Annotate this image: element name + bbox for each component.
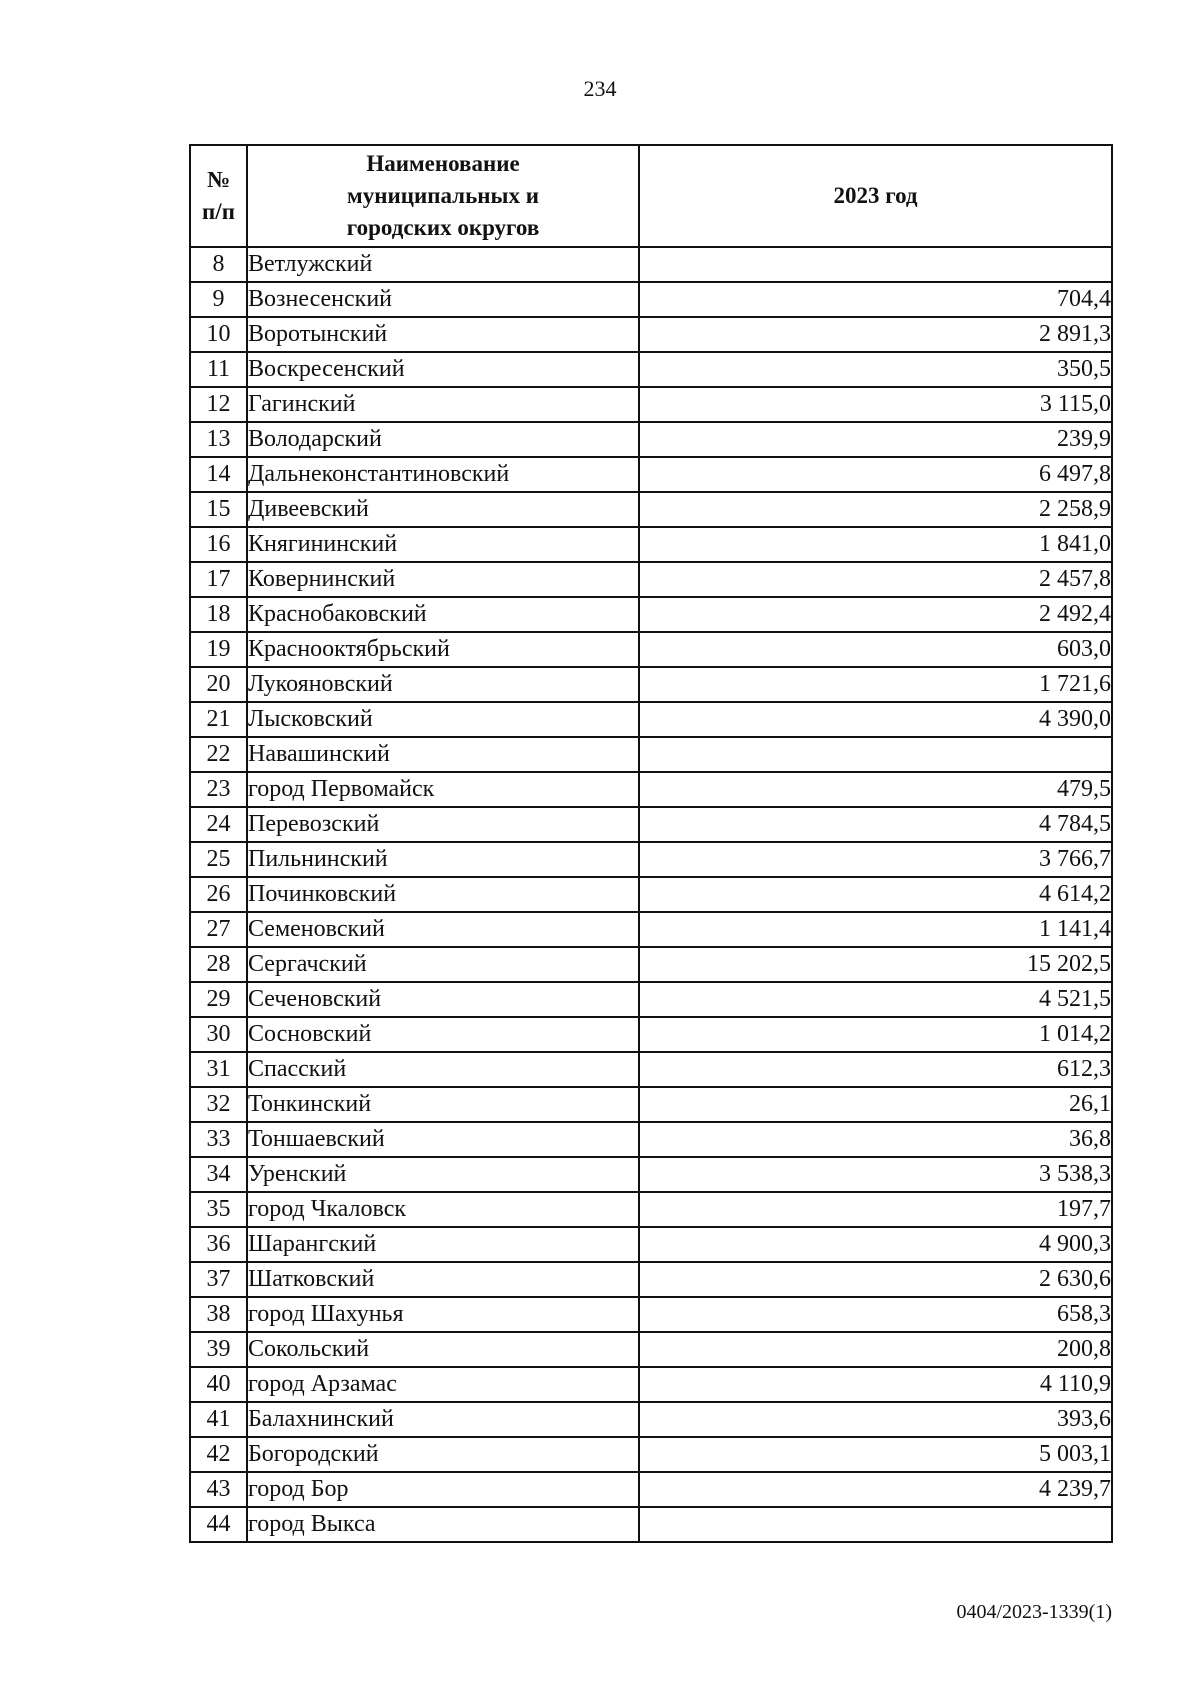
row-number-cell: 39 bbox=[190, 1332, 247, 1367]
municipality-name-cell: Краснооктябрьский bbox=[247, 632, 639, 667]
table-row bbox=[190, 492, 1112, 527]
row-number-cell: 10 bbox=[190, 317, 247, 352]
municipality-name-cell: Княгининский bbox=[247, 527, 639, 562]
amount-cell: 658,3 bbox=[639, 1297, 1112, 1332]
table-row bbox=[190, 1332, 1112, 1367]
row-number-cell: 38 bbox=[190, 1297, 247, 1332]
municipality-name-cell: Лукояновский bbox=[247, 667, 639, 702]
row-number-cell: 33 bbox=[190, 1122, 247, 1157]
row-number-cell: 37 bbox=[190, 1262, 247, 1297]
row-number-cell: 12 bbox=[190, 387, 247, 422]
amount-cell: 197,7 bbox=[639, 1192, 1112, 1227]
amount-cell: 4 110,9 bbox=[639, 1367, 1112, 1402]
municipality-name-cell: Дивеевский bbox=[247, 492, 639, 527]
municipal-budget-table bbox=[189, 144, 1113, 1543]
table-row bbox=[190, 1472, 1112, 1507]
table-row bbox=[190, 1262, 1112, 1297]
municipality-name-cell: город Бор bbox=[247, 1472, 639, 1507]
municipality-name-cell: Тонкинский bbox=[247, 1087, 639, 1122]
municipality-name-cell: город Арзамас bbox=[247, 1367, 639, 1402]
table-row bbox=[190, 317, 1112, 352]
row-number-cell: 40 bbox=[190, 1367, 247, 1402]
table-row bbox=[190, 1122, 1112, 1157]
municipality-name-cell: Воскресенский bbox=[247, 352, 639, 387]
amount-cell: 3 538,3 bbox=[639, 1157, 1112, 1192]
amount-cell: 1 841,0 bbox=[639, 527, 1112, 562]
header-row-number: № п/п bbox=[190, 145, 247, 247]
table-row bbox=[190, 1087, 1112, 1122]
municipality-name-cell: Сеченовский bbox=[247, 982, 639, 1017]
row-number-cell: 14 bbox=[190, 457, 247, 492]
table-row bbox=[190, 422, 1112, 457]
municipality-name-cell: Балахнинский bbox=[247, 1402, 639, 1437]
amount-cell: 1 721,6 bbox=[639, 667, 1112, 702]
table-body bbox=[190, 247, 1112, 1542]
table-row bbox=[190, 1402, 1112, 1437]
municipality-name-cell: Ковернинский bbox=[247, 562, 639, 597]
table-row bbox=[190, 1437, 1112, 1472]
table-row bbox=[190, 597, 1112, 632]
table-row bbox=[190, 947, 1112, 982]
municipality-name-cell: город Первомайск bbox=[247, 772, 639, 807]
table-row bbox=[190, 772, 1112, 807]
table-row bbox=[190, 1052, 1112, 1087]
municipality-name-cell: Шатковский bbox=[247, 1262, 639, 1297]
row-number-cell: 31 bbox=[190, 1052, 247, 1087]
amount-cell: 1 014,2 bbox=[639, 1017, 1112, 1052]
amount-cell: 4 614,2 bbox=[639, 877, 1112, 912]
table-row bbox=[190, 1367, 1112, 1402]
amount-cell: 239,9 bbox=[639, 422, 1112, 457]
row-number-cell: 20 bbox=[190, 667, 247, 702]
table-row bbox=[190, 1017, 1112, 1052]
row-number-cell: 26 bbox=[190, 877, 247, 912]
row-number-cell: 30 bbox=[190, 1017, 247, 1052]
municipality-name-cell: Семеновский bbox=[247, 912, 639, 947]
municipality-name-cell: Воротынский bbox=[247, 317, 639, 352]
table-row bbox=[190, 527, 1112, 562]
municipality-name-cell: Володарский bbox=[247, 422, 639, 457]
row-number-cell: 13 bbox=[190, 422, 247, 457]
table-row bbox=[190, 912, 1112, 947]
row-number-cell: 17 bbox=[190, 562, 247, 597]
amount-cell: 26,1 bbox=[639, 1087, 1112, 1122]
municipality-name-cell: Лысковский bbox=[247, 702, 639, 737]
page-number: 234 bbox=[583, 76, 617, 101]
table-row bbox=[190, 352, 1112, 387]
amount-cell: 2 457,8 bbox=[639, 562, 1112, 597]
row-number-cell: 23 bbox=[190, 772, 247, 807]
municipality-name-cell: Гагинский bbox=[247, 387, 639, 422]
table-row bbox=[190, 667, 1112, 702]
table-row bbox=[190, 982, 1112, 1017]
table-row bbox=[190, 807, 1112, 842]
amount-cell bbox=[639, 737, 1112, 772]
row-number-cell: 28 bbox=[190, 947, 247, 982]
municipality-name-cell: город Чкаловск bbox=[247, 1192, 639, 1227]
amount-cell: 4 239,7 bbox=[639, 1472, 1112, 1507]
amount-cell bbox=[639, 247, 1112, 282]
municipality-name-cell: Сосновский bbox=[247, 1017, 639, 1052]
table-row bbox=[190, 1297, 1112, 1332]
amount-cell: 2 630,6 bbox=[639, 1262, 1112, 1297]
row-number-cell: 21 bbox=[190, 702, 247, 737]
municipality-name-cell: Сергачский bbox=[247, 947, 639, 982]
amount-cell: 36,8 bbox=[639, 1122, 1112, 1157]
municipality-name-cell: Вознесенский bbox=[247, 282, 639, 317]
table-row bbox=[190, 842, 1112, 877]
row-number-cell: 36 bbox=[190, 1227, 247, 1262]
amount-cell: 2 258,9 bbox=[639, 492, 1112, 527]
row-number-cell: 11 bbox=[190, 352, 247, 387]
amount-cell: 4 784,5 bbox=[639, 807, 1112, 842]
amount-cell: 393,6 bbox=[639, 1402, 1112, 1437]
municipality-name-cell: Спасский bbox=[247, 1052, 639, 1087]
municipality-name-cell: Сокольский bbox=[247, 1332, 639, 1367]
municipality-name-cell: Ветлужский bbox=[247, 247, 639, 282]
amount-cell: 4 521,5 bbox=[639, 982, 1112, 1017]
amount-cell: 479,5 bbox=[639, 772, 1112, 807]
table-row bbox=[190, 282, 1112, 317]
amount-cell: 350,5 bbox=[639, 352, 1112, 387]
row-number-cell: 16 bbox=[190, 527, 247, 562]
municipality-name-cell: город Выкса bbox=[247, 1507, 639, 1542]
amount-cell: 704,4 bbox=[639, 282, 1112, 317]
amount-cell: 2 492,4 bbox=[639, 597, 1112, 632]
amount-cell: 612,3 bbox=[639, 1052, 1112, 1087]
municipality-name-cell: Пильнинский bbox=[247, 842, 639, 877]
amount-cell: 603,0 bbox=[639, 632, 1112, 667]
header-year-2023: 2023 год bbox=[639, 145, 1112, 247]
table-row bbox=[190, 1157, 1112, 1192]
row-number-cell: 15 bbox=[190, 492, 247, 527]
row-number-cell: 22 bbox=[190, 737, 247, 772]
table-header-row bbox=[190, 145, 1112, 247]
amount-cell: 200,8 bbox=[639, 1332, 1112, 1367]
row-number-cell: 41 bbox=[190, 1402, 247, 1437]
amount-cell bbox=[639, 1507, 1112, 1542]
row-number-cell: 19 bbox=[190, 632, 247, 667]
row-number-cell: 42 bbox=[190, 1437, 247, 1472]
municipality-name-cell: Тоншаевский bbox=[247, 1122, 639, 1157]
amount-cell: 3 766,7 bbox=[639, 842, 1112, 877]
table-row bbox=[190, 632, 1112, 667]
amount-cell: 2 891,3 bbox=[639, 317, 1112, 352]
municipality-name-cell: Уренский bbox=[247, 1157, 639, 1192]
amount-cell: 4 900,3 bbox=[639, 1227, 1112, 1262]
row-number-cell: 27 bbox=[190, 912, 247, 947]
municipality-name-cell: Навашинский bbox=[247, 737, 639, 772]
table-row bbox=[190, 737, 1112, 772]
amount-cell: 3 115,0 bbox=[639, 387, 1112, 422]
municipality-name-cell: Богородский bbox=[247, 1437, 639, 1472]
table-row bbox=[190, 1192, 1112, 1227]
municipality-name-cell: Шарангский bbox=[247, 1227, 639, 1262]
municipality-name-cell: Перевозский bbox=[247, 807, 639, 842]
row-number-cell: 35 bbox=[190, 1192, 247, 1227]
row-number-cell: 18 bbox=[190, 597, 247, 632]
table-row bbox=[190, 562, 1112, 597]
row-number-cell: 44 bbox=[190, 1507, 247, 1542]
document-code: 0404/2023-1339(1) bbox=[956, 1601, 1112, 1623]
row-number-cell: 32 bbox=[190, 1087, 247, 1122]
row-number-cell: 8 bbox=[190, 247, 247, 282]
row-number-cell: 43 bbox=[190, 1472, 247, 1507]
table-row bbox=[190, 1507, 1112, 1542]
table-row bbox=[190, 387, 1112, 422]
table-row bbox=[190, 702, 1112, 737]
municipality-name-cell: Починковский bbox=[247, 877, 639, 912]
header-municipality-name: Наименование муниципальных и городских округов bbox=[247, 145, 639, 247]
row-number-cell: 29 bbox=[190, 982, 247, 1017]
table-row bbox=[190, 247, 1112, 282]
row-number-cell: 25 bbox=[190, 842, 247, 877]
amount-cell: 15 202,5 bbox=[639, 947, 1112, 982]
row-number-cell: 24 bbox=[190, 807, 247, 842]
amount-cell: 6 497,8 bbox=[639, 457, 1112, 492]
amount-cell: 1 141,4 bbox=[639, 912, 1112, 947]
municipality-name-cell: Дальнеконстантиновский bbox=[247, 457, 639, 492]
table-row bbox=[190, 1227, 1112, 1262]
municipality-name-cell: Краснобаковский bbox=[247, 597, 639, 632]
amount-cell: 4 390,0 bbox=[639, 702, 1112, 737]
municipality-name-cell: город Шахунья bbox=[247, 1297, 639, 1332]
row-number-cell: 34 bbox=[190, 1157, 247, 1192]
amount-cell: 5 003,1 bbox=[639, 1437, 1112, 1472]
row-number-cell: 9 bbox=[190, 282, 247, 317]
table-row bbox=[190, 457, 1112, 492]
table-row bbox=[190, 877, 1112, 912]
